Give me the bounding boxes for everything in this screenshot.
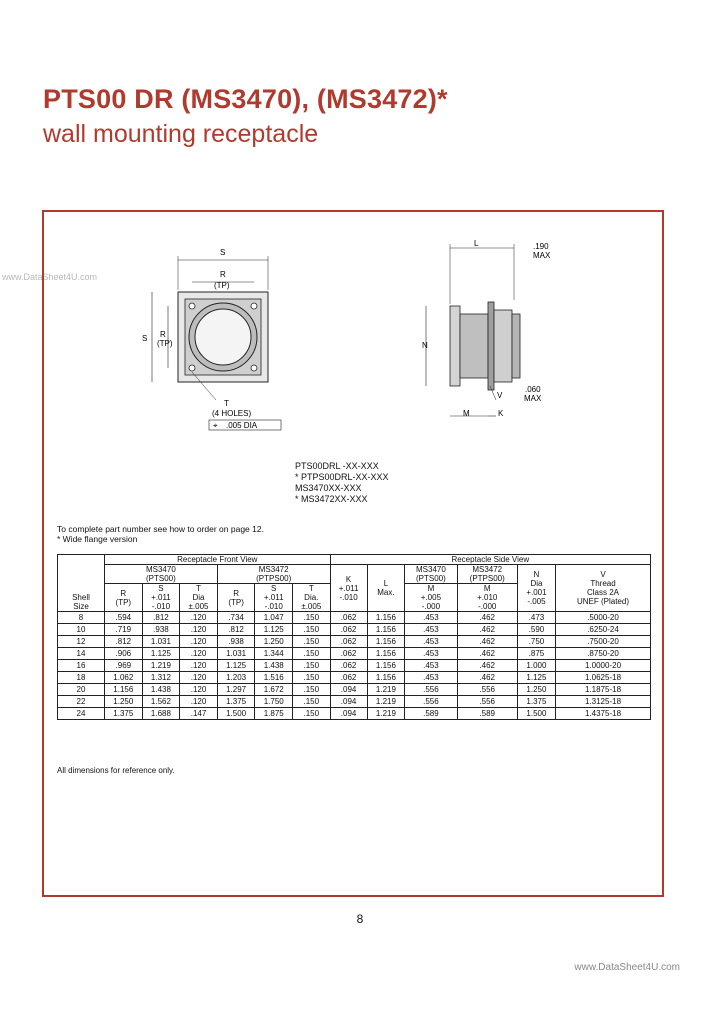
table-cell: .589 [457,708,517,720]
table-cell: 1.125 [217,660,255,672]
table-cell: 1.375 [517,696,555,708]
page-title: PTS00 DR (MS3470), (MS3472)* [43,84,448,114]
table-cell: 1.375 [105,708,143,720]
table-cell: 22 [58,696,105,708]
label-holes: (4 HOLES) [212,409,252,418]
table-cell: 1.375 [217,696,255,708]
table-cell: .094 [330,684,367,696]
label-r-top: R [220,270,226,279]
table-cell: .120 [180,672,218,684]
header-l: L Max. [367,565,405,612]
label-tp-left: (TP) [157,339,173,348]
label-l: L [474,240,479,248]
table-cell: .556 [457,684,517,696]
table-cell: 1.156 [105,684,143,696]
table-cell: .5000-20 [556,612,651,624]
table-cell: .875 [517,648,555,660]
header-t2: T Dia. ±.005 [293,584,331,612]
page-number: 8 [356,912,364,926]
table-row [58,708,651,720]
page-subtitle: wall mounting receptacle [43,120,319,148]
table-cell: 1.516 [255,672,293,684]
table-cell: 1.031 [142,636,180,648]
table-cell: 1.500 [217,708,255,720]
watermark-top: www.DataSheet4U.com [2,272,98,282]
table-cell: 1.125 [255,624,293,636]
table-cell: 1.250 [517,684,555,696]
part-number: PTS00DRL -XX-XXX [295,461,379,471]
header-t1: T Dia ±.005 [180,584,218,612]
table-cell: 1.312 [142,672,180,684]
table-cell: .453 [405,672,457,684]
table-cell: .556 [405,684,457,696]
table-cell: .150 [293,612,331,624]
table-cell: 1.1875-18 [556,684,651,696]
table-cell: 1.672 [255,684,293,696]
table-cell: 1.750 [255,696,293,708]
order-note: To complete part number see how to order on page 12. [57,524,264,534]
header-ms3472: MS3472 (PTPS00) [217,565,330,584]
label-190: .190 [533,242,549,251]
table-cell: 1.125 [142,648,180,660]
header-s2: S +.011 -.010 [255,584,293,612]
table-cell: .462 [457,612,517,624]
table-cell: 12 [58,636,105,648]
table-cell: .120 [180,648,218,660]
table-row [58,612,651,624]
table-cell: .462 [457,660,517,672]
table-cell: .062 [330,612,367,624]
table-cell: .062 [330,636,367,648]
header-ms3470: MS3470 (PTS00) [105,565,218,584]
table-cell: 1.000 [517,660,555,672]
table-cell: .812 [105,636,143,648]
header-s1: S +.011 -.010 [142,584,180,612]
part-number: * PTPS00DRL-XX-XXX [295,472,389,482]
table-cell: .7500-20 [556,636,651,648]
table-cell: 1.156 [367,672,405,684]
table-row [58,672,651,684]
table-cell: .812 [142,612,180,624]
table-cell: 1.297 [217,684,255,696]
header-shell-size: Shell Size [58,555,105,612]
table-cell: .453 [405,624,457,636]
table-cell: .462 [457,636,517,648]
table-cell: .462 [457,624,517,636]
table-cell: 1.125 [517,672,555,684]
label-m: M [463,409,470,418]
table-cell: .150 [293,648,331,660]
table-cell: 1.438 [142,684,180,696]
table-cell: .062 [330,624,367,636]
tolerance-symbol-icon: ⌖ [213,421,218,430]
table-row [58,636,651,648]
table-cell: .453 [405,660,457,672]
header-v: V Thread Class 2A UNEF (Plated) [556,565,651,612]
table-row [58,660,651,672]
table-row [58,648,651,660]
table-cell: 1.0625-18 [556,672,651,684]
table-cell: 1.031 [217,648,255,660]
table-cell: 1.062 [105,672,143,684]
reference-note: All dimensions for reference only. [57,766,175,775]
label-060: .060 [525,385,541,394]
table-cell: .147 [180,708,218,720]
table-cell: .473 [517,612,555,624]
label-r-left: R [160,330,166,339]
label-max-bottom: MAX [524,394,542,403]
table-cell: .6250-24 [556,624,651,636]
table-cell: 1.875 [255,708,293,720]
table-cell: .812 [217,624,255,636]
table-cell: 1.156 [367,648,405,660]
side-view-drawing [422,240,551,418]
table-cell: .150 [293,696,331,708]
table-cell: .120 [180,612,218,624]
table-cell: 1.047 [255,612,293,624]
table-cell: .094 [330,696,367,708]
table-cell: .938 [217,636,255,648]
table-cell: 18 [58,672,105,684]
table-cell: 1.344 [255,648,293,660]
table-cell: 1.250 [255,636,293,648]
table-cell: .150 [293,708,331,720]
label-s-left: S [142,334,148,343]
header-n: N Dia +.001 -.005 [517,565,555,612]
table-cell: .062 [330,648,367,660]
header-front-view: Receptacle Front View [105,555,331,565]
table-cell: .556 [457,696,517,708]
header-k: K +.011 -.010 [330,565,367,612]
table-cell: .453 [405,636,457,648]
table-cell: 1.203 [217,672,255,684]
table-cell: 1.688 [142,708,180,720]
dimension-table-body [58,612,651,720]
table-cell: 1.0000-20 [556,660,651,672]
table-cell: 16 [58,660,105,672]
header-m2: M +.010 -.000 [457,584,517,612]
part-number: * MS3472XX-XXX [295,494,368,504]
wide-flange-note: * Wide flange version [57,534,138,544]
table-row [58,684,651,696]
table-cell: 1.3125-18 [556,696,651,708]
table-cell: .556 [405,696,457,708]
header-m1: M +.005 -.000 [405,584,457,612]
table-cell: 1.156 [367,624,405,636]
table-cell: .969 [105,660,143,672]
table-cell: .150 [293,636,331,648]
table-cell: .589 [405,708,457,720]
part-number-list [295,461,389,505]
table-cell: 20 [58,684,105,696]
dimension-table [57,554,651,720]
label-max-top: MAX [533,251,551,260]
table-cell: .150 [293,684,331,696]
table-cell: .150 [293,660,331,672]
table-cell: 1.4375-18 [556,708,651,720]
table-cell: 1.250 [105,696,143,708]
table-cell: 1.219 [367,696,405,708]
table-cell: .462 [457,672,517,684]
label-n: N [422,341,428,350]
drawings [130,240,570,440]
header-side-view: Receptacle Side View [330,555,650,565]
table-cell: 24 [58,708,105,720]
label-k: K [498,409,504,418]
table-cell: 1.219 [367,708,405,720]
table-cell: 1.219 [367,684,405,696]
header-r2: R (TP) [217,584,255,612]
table-cell: .094 [330,708,367,720]
table-cell: 8 [58,612,105,624]
table-row [58,624,651,636]
label-tp-top: (TP) [214,281,230,290]
table-cell: 1.156 [367,660,405,672]
table-cell: .590 [517,624,555,636]
table-cell: .750 [517,636,555,648]
table-cell: .120 [180,636,218,648]
table-cell: .453 [405,612,457,624]
label-v: V [497,391,503,400]
header-side-ms3470: MS3470 (PTS00) [405,565,457,584]
table-cell: .719 [105,624,143,636]
table-cell: 1.156 [367,612,405,624]
table-cell: .938 [142,624,180,636]
table-cell: .120 [180,696,218,708]
table-cell: .120 [180,660,218,672]
table-cell: .462 [457,648,517,660]
table-cell: 1.219 [142,660,180,672]
table-cell: .150 [293,624,331,636]
table-cell: .150 [293,672,331,684]
table-cell: .453 [405,648,457,660]
table-cell: 10 [58,624,105,636]
table-cell: .8750-20 [556,648,651,660]
table-row [58,696,651,708]
label-t: T [224,399,229,408]
header-r1: R (TP) [105,584,143,612]
header-side-ms3472: MS3472 (PTPS00) [457,565,517,584]
watermark-bottom: www.DataSheet4U.com [574,962,680,973]
table-cell: .906 [105,648,143,660]
table-cell: 1.562 [142,696,180,708]
table-cell: 1.438 [255,660,293,672]
label-s-top: S [220,248,226,257]
table-cell: .734 [217,612,255,624]
table-cell: .062 [330,660,367,672]
table-cell: .120 [180,624,218,636]
table-cell: 1.156 [367,636,405,648]
label-tolerance: .005 DIA [226,421,258,430]
table-cell: .594 [105,612,143,624]
table-cell: .120 [180,684,218,696]
table-cell: 1.500 [517,708,555,720]
part-number: MS3470XX-XXX [295,483,362,493]
table-cell: .062 [330,672,367,684]
table-cell: 14 [58,648,105,660]
front-view-drawing [142,248,281,430]
